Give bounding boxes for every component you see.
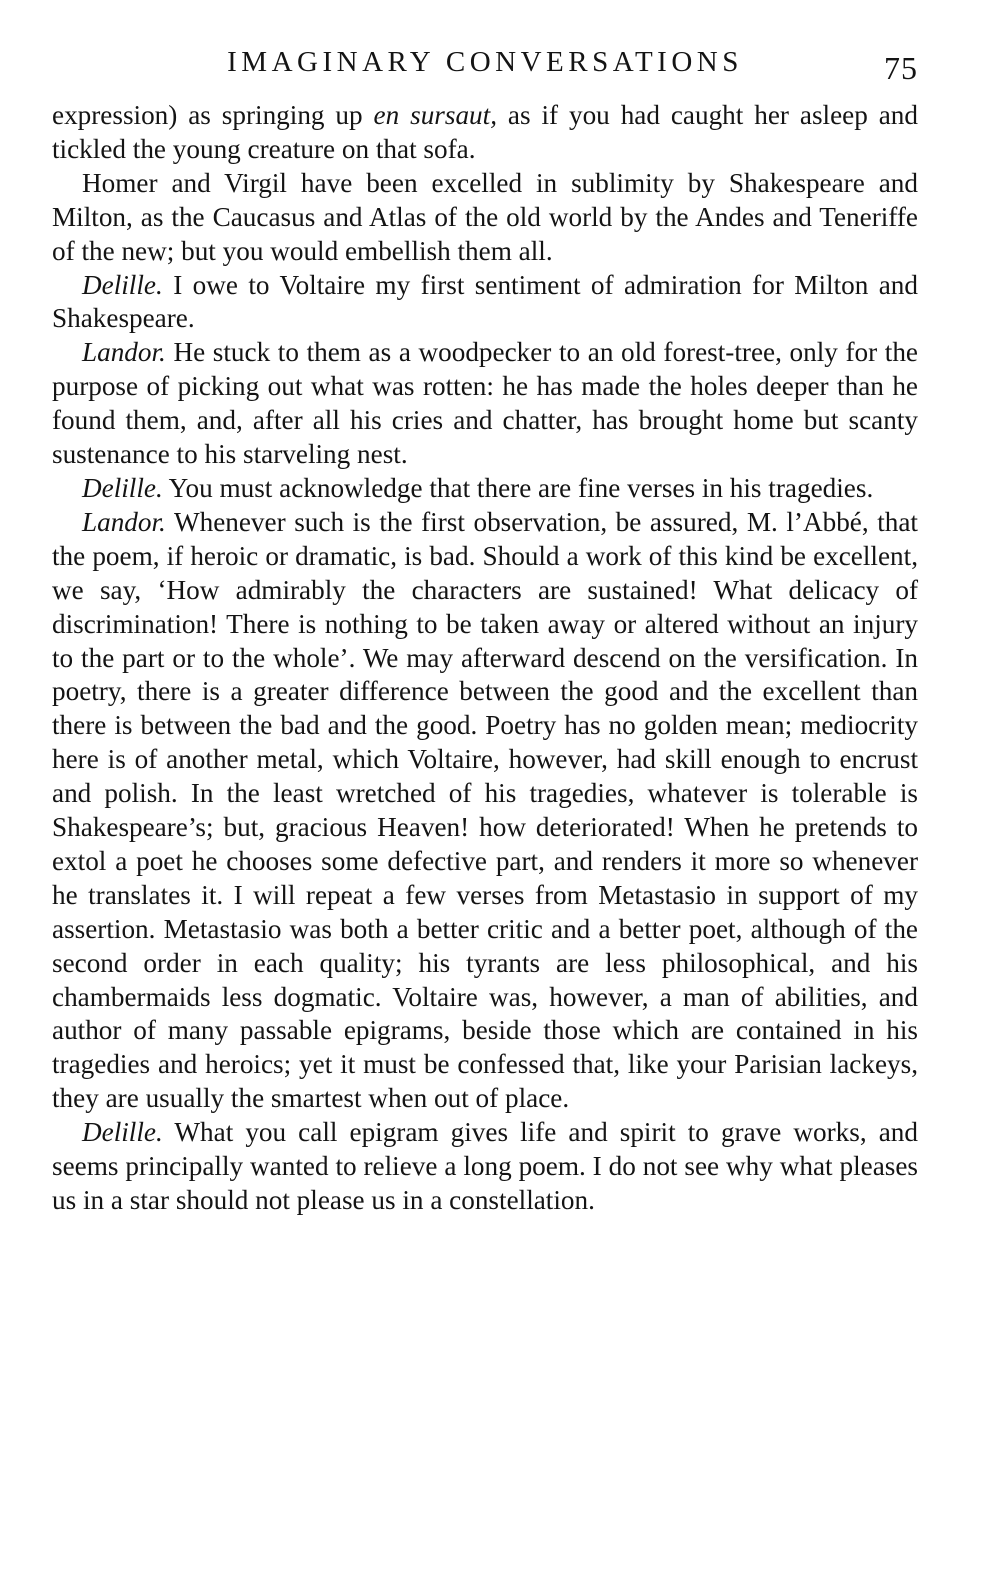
speaker-name: Delille. [82,269,163,300]
speaker-name: Landor. [82,506,166,537]
paragraph-continuation: expression) as springing up en sursaut, as if you had caught her asleep and tickled the young creature on that sofa. [52,100,918,164]
speaker-name: Landor. [82,337,166,368]
italic-phrase: en sursaut, [373,100,497,130]
running-header [52,38,918,88]
paragraph: Homer and Virgil have been excelled in sublimity by Shakespeare and Milton, as the Caucasus and Atlas of the old world by the Andes and Teneriffe of the new; but you would embellish them all. [52,167,918,266]
page-number: 75 [884,50,918,86]
dialogue-paragraph: Delille. You must acknowledge that there are fine verses in his tragedies. [82,472,874,503]
speaker-name: Delille. [82,1117,163,1148]
speaker-name: Delille. [82,472,163,503]
body-text [52,99,918,1218]
running-title: IMAGINARY CONVERSATIONS [227,46,743,78]
dialogue-paragraph: Landor. He stuck to them as a woodpecker to an old forest-tree, only for the purpose of picking out what was rotten: he has made the holes deeper than he found them, and, after all his cries and chatter, has brought home but scanty sustenance to his starveling nest. [52,337,918,470]
dialogue-paragraph: Landor. Whenever such is the first observation, be assured, M. l’Abbé, that the poem, if heroic or dramatic, is bad. Should a work of this kind be excellent, we say, ‘How admirably the characters are sustained! What delicacy of discrimination! There is nothing to be taken away or altered without an injury to the part or to the whole’. We may afterward descend on the versification. In poetry, there is a greater difference between the good and the excellent than there is between the bad and the good. Poetry has no golden mean; mediocrity here is of another metal, which Voltaire, however, had skill enough to encrust and polish. In the least wretched of his tragedies, whatever is tolerable is Shakespeare’s; but, gracious Heaven! how deteriorated! When he pretends to extol a poet he chooses some defective part, and renders it more so whenever he translates it. I will repeat a few verses from Metastasio in support of my assertion. Metastasio was both a better critic and a better poet, although of the second order in each quality; his tyrants are less philosophical, and his chambermaids less dogmatic. Voltaire was, however, a man of abilities, and author of many passable epigrams, beside those which are contained in his tragedies and heroics; yet it must be confessed that, like your Parisian lackeys, they are usually the smartest when out of place. [52,506,918,1114]
dialogue-paragraph: Delille. What you call epigram gives life and spirit to grave works, and seems principally wanted to relieve a long poem. I do not see why what pleases us in a star should not please us in a constellation. [52,1117,918,1215]
dialogue-paragraph: Delille. I owe to Voltaire my first sentiment of admiration for Milton and Shakespeare. [52,269,918,334]
